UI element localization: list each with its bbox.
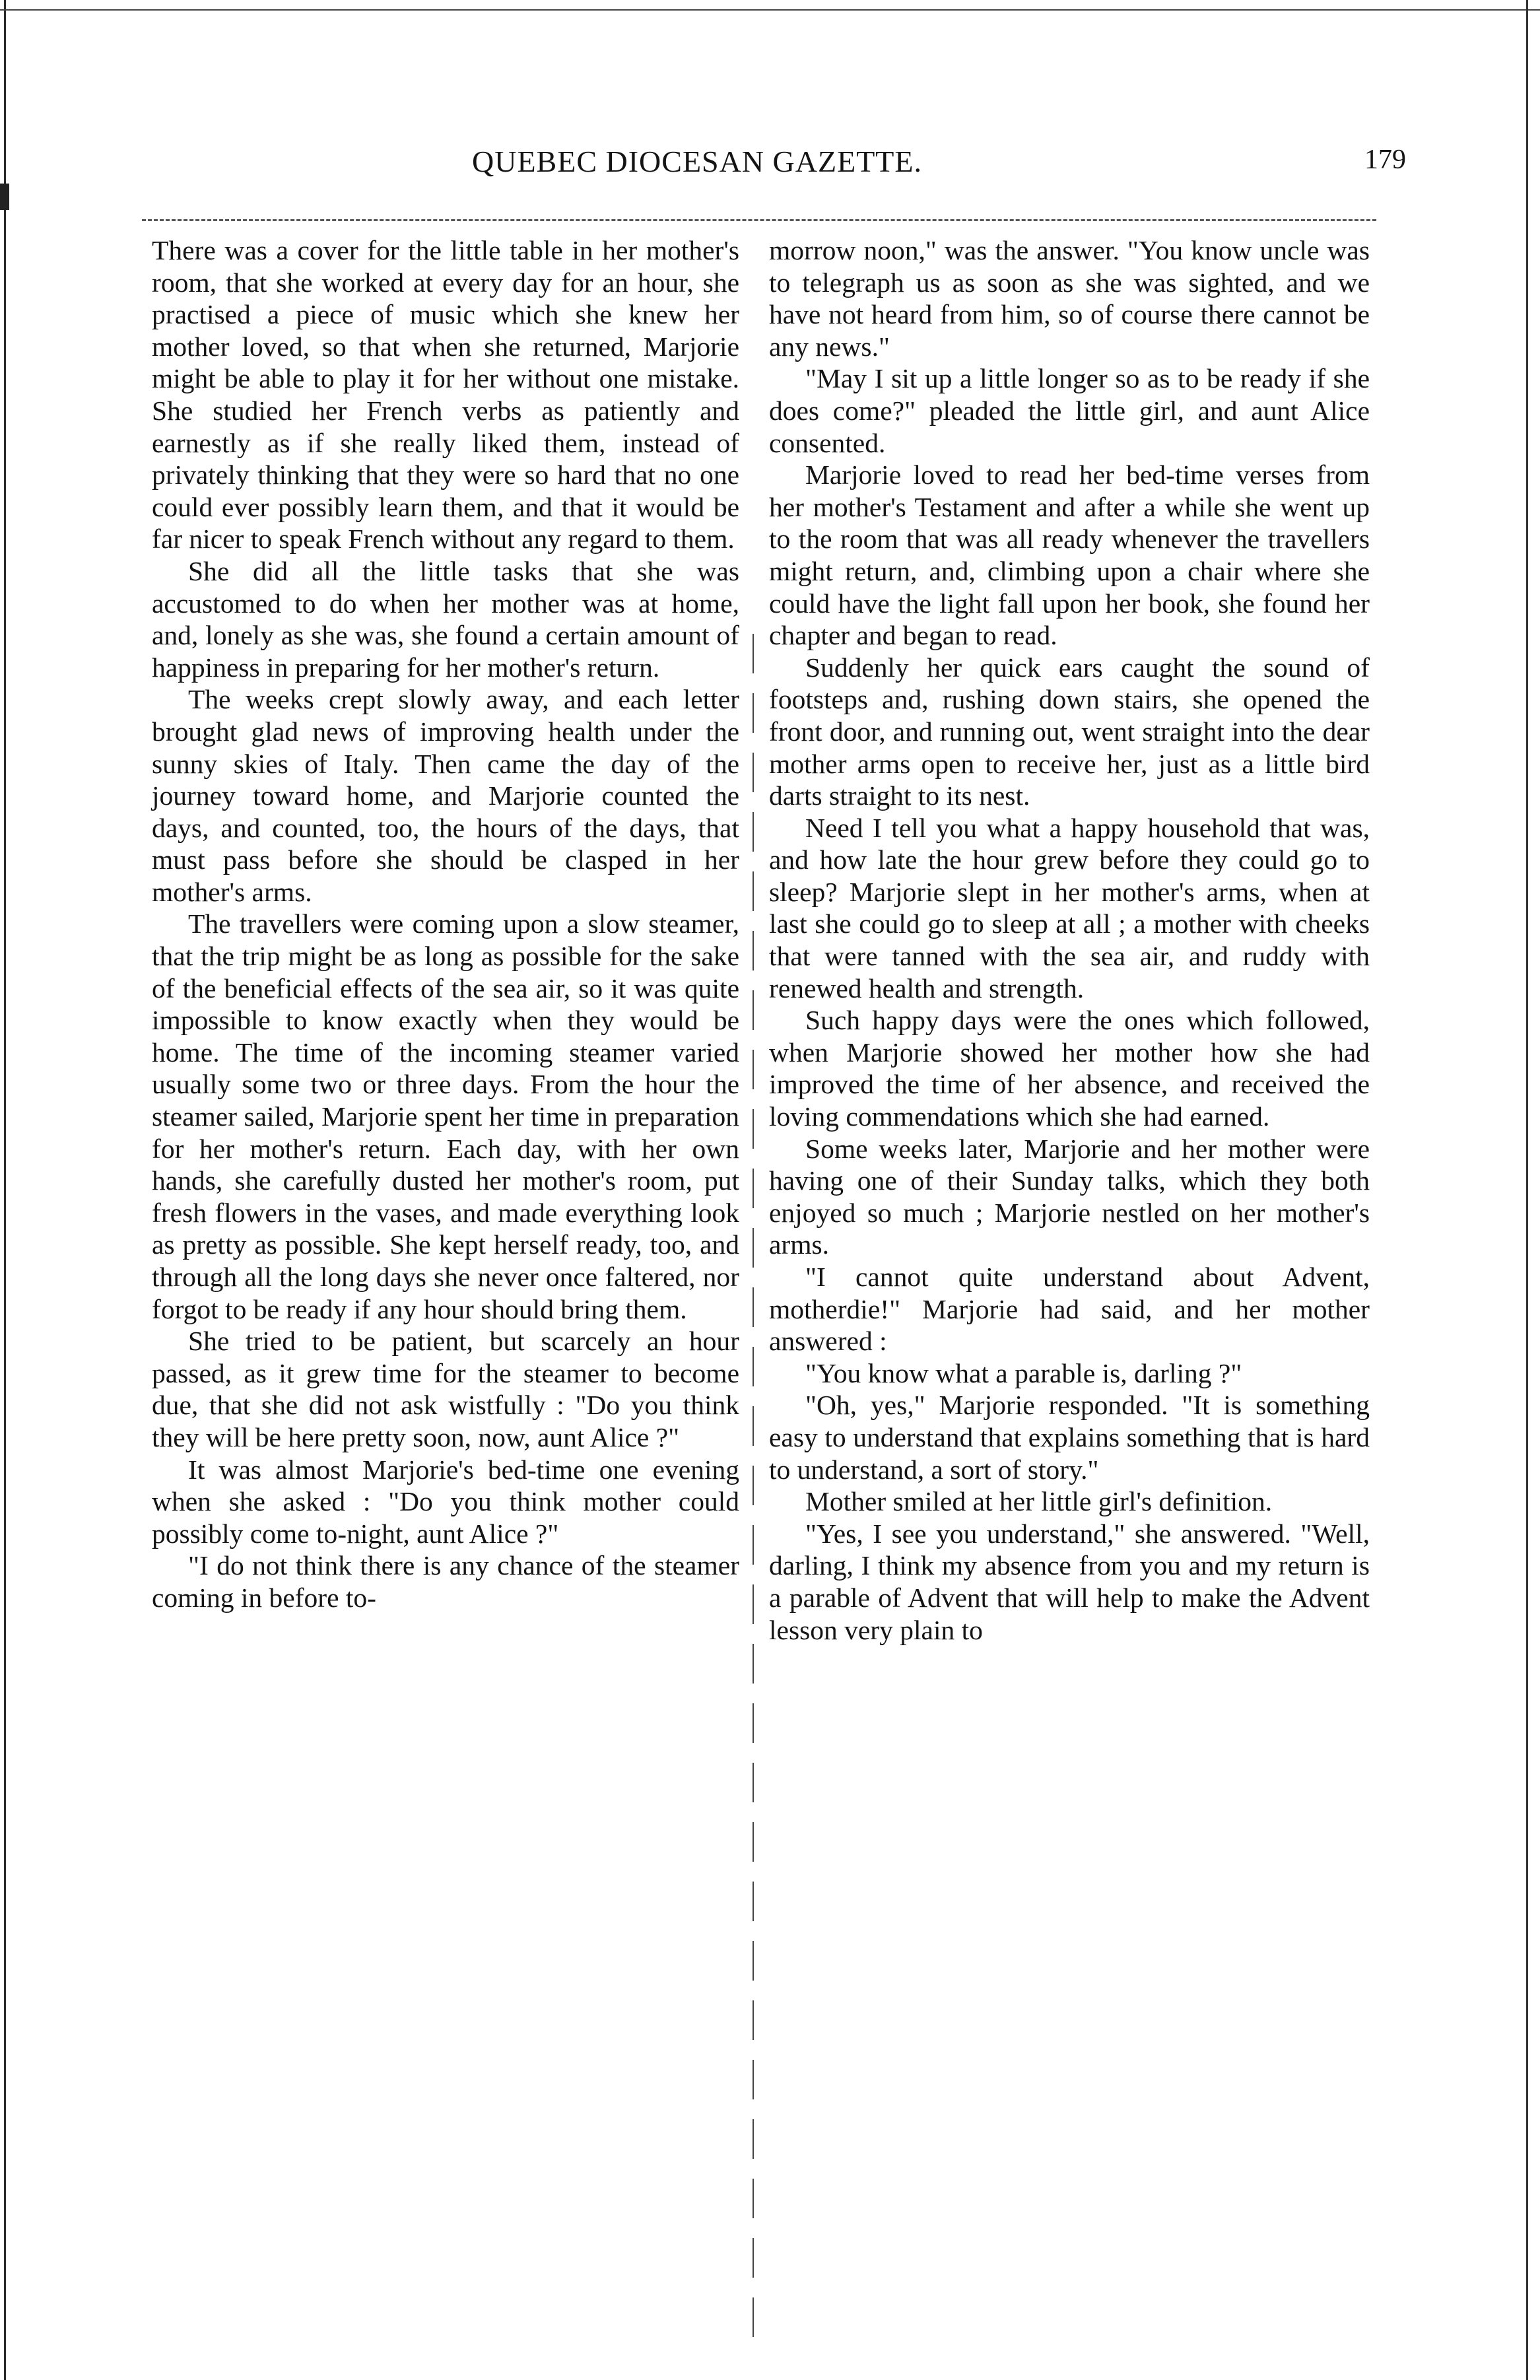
paragraph: The weeks crept slowly away, and each letter brought glad news of improving health under the sunny skies of Italy. Then came the day of the journey toward home, and Marjorie counted the days, and counted, too, the hours of the days, that must pass before she should be clasped in her mother's arms. [152, 684, 739, 907]
page-header [264, 144, 1406, 190]
paragraph: She tried to be patient, but scarcely an hour passed, as it grew time for the steamer to become due, that she did not ask wistfully : "Do you think they will be here pretty soon, now, aunt Alice ?" [152, 1326, 739, 1452]
column-divider [753, 634, 754, 2337]
right-column [769, 234, 1370, 1646]
paragraph: Such happy days were the ones which followed, when Marjorie showed her mother how she had improved the time of her absence, and received the loving commendations which she had earned. [769, 1005, 1370, 1132]
paragraph: She did all the little tasks that she was accustomed to do when her mother was at home, and, lonely as she was, she found a certain amount of happiness in preparing for her mother's return. [152, 555, 739, 683]
paragraph: morrow noon," was the answer. "You know uncle was to telegraph us as soon as she was sighted, and we have not heard from him, so of course there cannot be any news." [769, 235, 1370, 362]
header-rule [142, 219, 1376, 224]
paragraph: "I cannot quite understand about Advent, motherdie!" Marjorie had said, and her mother answered : [769, 1262, 1370, 1357]
paragraph: "I do not think there is any chance of the steamer coming in before to- [152, 1550, 739, 1613]
paragraph: "You know what a parable is, darling ?" [805, 1357, 1242, 1388]
paragraph: Suddenly her quick ears caught the sound of footsteps and, rushing down stairs, she opened the front door, and running out, went straight into the dear mother arms open to receive her, just as a little bird darts straight to its nest. [769, 652, 1370, 811]
paragraph: Mother smiled at her little girl's definition. [805, 1486, 1273, 1517]
margin-mark [0, 184, 9, 210]
paragraph: "Yes, I see you understand," she answered. "Well, darling, I think my absence from you and my return is a parable of Advent that will help to make the Advent lesson very plain to [769, 1518, 1370, 1645]
paragraph: "May I sit up a little longer so as to be ready if she does come?" pleaded the little girl, and aunt Alice consented. [769, 363, 1370, 458]
paragraph: The travellers were coming upon a slow steamer, that the trip might be as long as possible for the sake of the beneficial effects of the sea air, so it was quite impossible to know exactly when they would be home. The time of the incoming steamer varied usually some two or three days. From the hour the steamer sailed, Marjorie spent her time in preparation for her mother's return. Each day, with her own hands, she carefully dusted her mother's room, put fresh flowers in the vases, and made everything look as pretty as possible. She kept herself ready, too, and through all the long days she never once faltered, nor forgot to be ready if any hour should bring them. [152, 908, 739, 1324]
paragraph: There was a cover for the little table in her mother's room, that she worked at every day for an hour, she practised a piece of music which she knew her mother loved, so that when she returned, Marjorie might be able to play it for her without one mistake. She studied her French verbs as patiently and earnestly as if she really liked them, instead of privately thinking that they were so hard that no one could ever possibly learn them, and that it would be far nicer to speak French without any regard to them. [152, 235, 739, 555]
paragraph: Some weeks later, Marjorie and her mother were having one of their Sunday talks, which they both enjoyed so much ; Marjorie nestled on her mother's arms. [769, 1133, 1370, 1260]
page-number: 179 [1364, 145, 1406, 175]
scan-top-edge [0, 9, 1540, 11]
scan-left-edge [4, 0, 6, 2380]
paragraph: It was almost Marjorie's bed-time one evening when she asked : "Do you think mother could possibly come to-night, aunt Alice ?" [152, 1454, 739, 1549]
paragraph: "Oh, yes," Marjorie responded. "It is something easy to understand that explains something that is hard to understand, a sort of story." [769, 1390, 1370, 1485]
paragraph: Need I tell you what a happy household that was, and how late the hour grew before they could go to sleep? Marjorie slept in her mother's arms, when at last she could go to sleep at all ; a mother with cheeks that were tanned with the sea air, and ruddy with renewed health and strength. [769, 812, 1370, 1003]
paragraph: Marjorie loved to read her bed-time verses from her mother's Testament and after a while she went up to the room that was all ready whenever the travellers might return, and, climbing upon a chair where she could have the light fall upon her book, she found her chapter and began to read. [769, 459, 1370, 651]
scan-right-edge [1526, 0, 1528, 2380]
left-column [152, 234, 739, 1614]
running-title: QUEBEC DIOCESAN GAZETTE. [472, 145, 922, 178]
